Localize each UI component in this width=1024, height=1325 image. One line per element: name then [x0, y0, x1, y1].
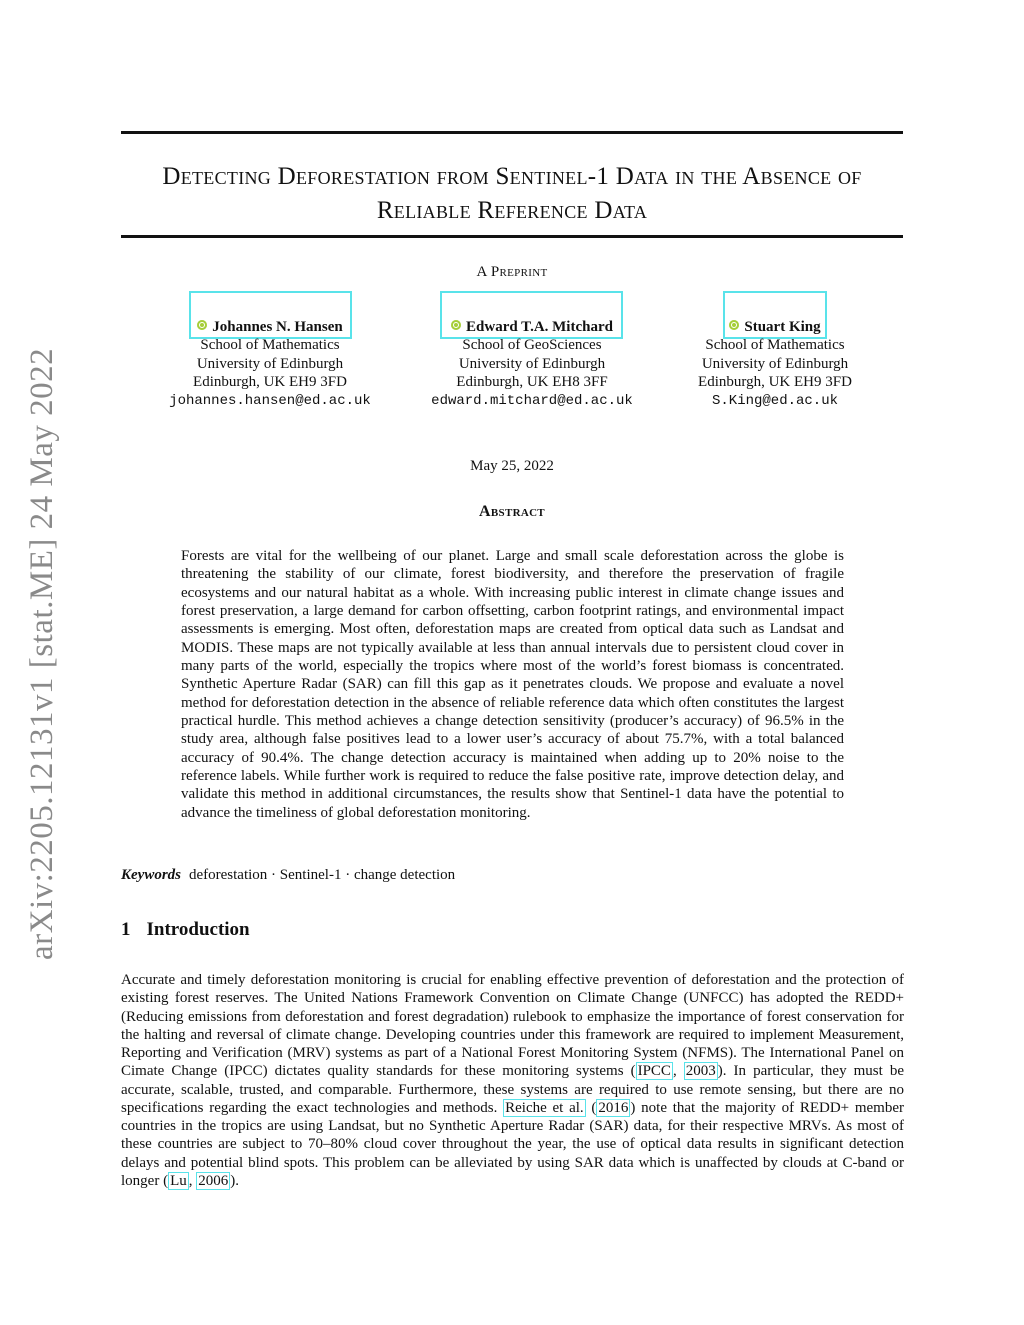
citation-lu-year[interactable]: 2006: [198, 1172, 229, 1189]
keywords-label: Keywords: [121, 867, 181, 883]
intro-sep-1: ,: [672, 1063, 684, 1080]
abstract-heading: Abstract: [479, 503, 545, 520]
citation-reiche-year[interactable]: 2016: [598, 1099, 629, 1116]
intro-text-4: ).: [230, 1172, 239, 1189]
keywords: [121, 867, 455, 884]
title-line-2: Reliable Reference Data: [376, 197, 648, 224]
section-title: Introduction: [146, 919, 250, 940]
author-addr-1: Edinburgh, UK EH9 3FD: [193, 374, 347, 391]
author-name-1[interactable]: Johannes N. Hansen: [150, 318, 390, 336]
bottom-rule: [121, 235, 903, 238]
author-name-3[interactable]: Stuart King: [660, 318, 890, 336]
intro-text-1: Accurate and timely deforestation monitoring is crucial for enabling effective prevention of deforestation and the protection of existing forest reserves. The United Nations Framework Convention on Climate Change (UNFCC) has adopted the REDD+ (Reducing emissions from deforestation and forest degradation) rulebook to emphasize the importance of forest conservation for the halting and reversal of climate change. Developing countries under this framework are required to implement Measurement, Reporting and Verification (MRV) systems as part of a National Forest Monitoring System (NFMS). The International Panel on Cimate Change (IPCC) dictates quality standards for these monitoring systems (: [121, 972, 904, 1080]
paper-title: [121, 160, 903, 228]
intro-text-3: ) note that the majority of REDD+ member countries in the tropics are using Landsat, but no Synthetic Aperture Radar (SAR) data, for their respective MRVs. As most of these countries are subject to 70–80% cloud cover throughout the year, the use of optical data results in significant detection delays and potential blind spots. This problem can be alleviated by using SAR data which is unaffected by clouds at C-band or longer (: [121, 1099, 904, 1189]
orcid-icon[interactable]: [451, 320, 461, 330]
author-block-2: [412, 318, 652, 410]
author-univ-2: University of Edinburgh: [458, 355, 606, 372]
author-univ-1: University of Edinburgh: [196, 355, 344, 372]
section-heading: [121, 919, 250, 941]
author-email-3[interactable]: S.King@ed.ac.uk: [711, 392, 839, 409]
author-addr-3: Edinburgh, UK EH9 3FD: [698, 374, 852, 391]
author-univ-3: University of Edinburgh: [701, 355, 849, 372]
author-email-1[interactable]: johannes.hansen@ed.ac.uk: [169, 392, 371, 409]
arxiv-stamp: arXiv:2205.12131v1 [stat.ME] 24 May 2022: [24, 347, 60, 960]
author-block-1: [150, 318, 390, 410]
intro-sep-3: ,: [188, 1172, 197, 1189]
intro-paragraph: [121, 971, 904, 1190]
citation-lu[interactable]: Lu: [170, 1172, 187, 1189]
orcid-icon[interactable]: [729, 320, 739, 330]
citation-ipcc[interactable]: IPCC: [637, 1063, 671, 1080]
intro-text-2: ). In particular, they must be accurate, scalable, trusted, and comparable. Furthermore, these systems are required to use remote sensing, but there are no specifications regarding the exact technologies and methods.: [121, 1063, 905, 1116]
keywords-text: deforestation · Sentinel-1 · change detection: [189, 867, 456, 883]
orcid-icon[interactable]: [197, 320, 207, 330]
intro-sep-2: (: [585, 1099, 597, 1116]
title-line-1: Detecting Deforestation from Sentinel-1 Data in the Absence of: [162, 163, 862, 190]
top-rule: [121, 131, 903, 134]
citation-reiche[interactable]: Reiche et al.: [505, 1099, 584, 1116]
author-addr-2: Edinburgh, UK EH8 3FF: [456, 374, 608, 391]
author-dept-2: School of GeoSciences: [462, 337, 602, 354]
citation-ipcc-year[interactable]: 2003: [685, 1063, 716, 1080]
author-dept-1: School of Mathematics: [200, 337, 340, 354]
author-email-2[interactable]: edward.mitchard@ed.ac.uk: [431, 392, 633, 409]
author-dept-3: School of Mathematics: [705, 337, 845, 354]
section-number: 1: [121, 919, 131, 940]
publication-date: May 25, 2022: [470, 458, 554, 474]
author-block-3: [660, 318, 890, 410]
author-name-2[interactable]: Edward T.A. Mitchard: [412, 318, 652, 336]
abstract-text: Forests are vital for the wellbeing of our planet. Large and small scale deforestation across the globe is threatening the stability of our climate, forest biodiversity, and therefore the preservation of fragile ecosystems and our natural habitat as a whole. With increasing public interest in climate change issues and forest preservation, a large demand for carbon offsetting, carbon footprint ratings, and environmental impact assessments is emerging. Most often, deforestation maps are created from optical data such as Landsat and MODIS. These maps are not typically available at less than annual intervals due to persistent cloud cover in many parts of the world, especially the tropics where most of the world’s forest biomass is concentrated. Synthetic Aperture Radar (SAR) can fill this gap as it penetrates clouds. We propose and evaluate a novel method for deforestation detection in the absence of reliable reference data which often constitutes the largest practical hurdle. This method achieves a change detection sensitivity (producer’s accuracy) of 96.5% in the study area, although false positives lead to a lower user’s accuracy of about 75.7%, with a total balanced accuracy of 90.4%. The change detection accuracy is maintained when adding up to 20% noise to the reference labels. While further work is required to reduce the false positive rate, improve detection delay, and validate this method in additional circumstances, the results show that Sentinel-1 data have the potential to advance the timeliness of global deforestation monitoring.: [181, 548, 844, 821]
preprint-label: A Preprint: [476, 264, 548, 280]
